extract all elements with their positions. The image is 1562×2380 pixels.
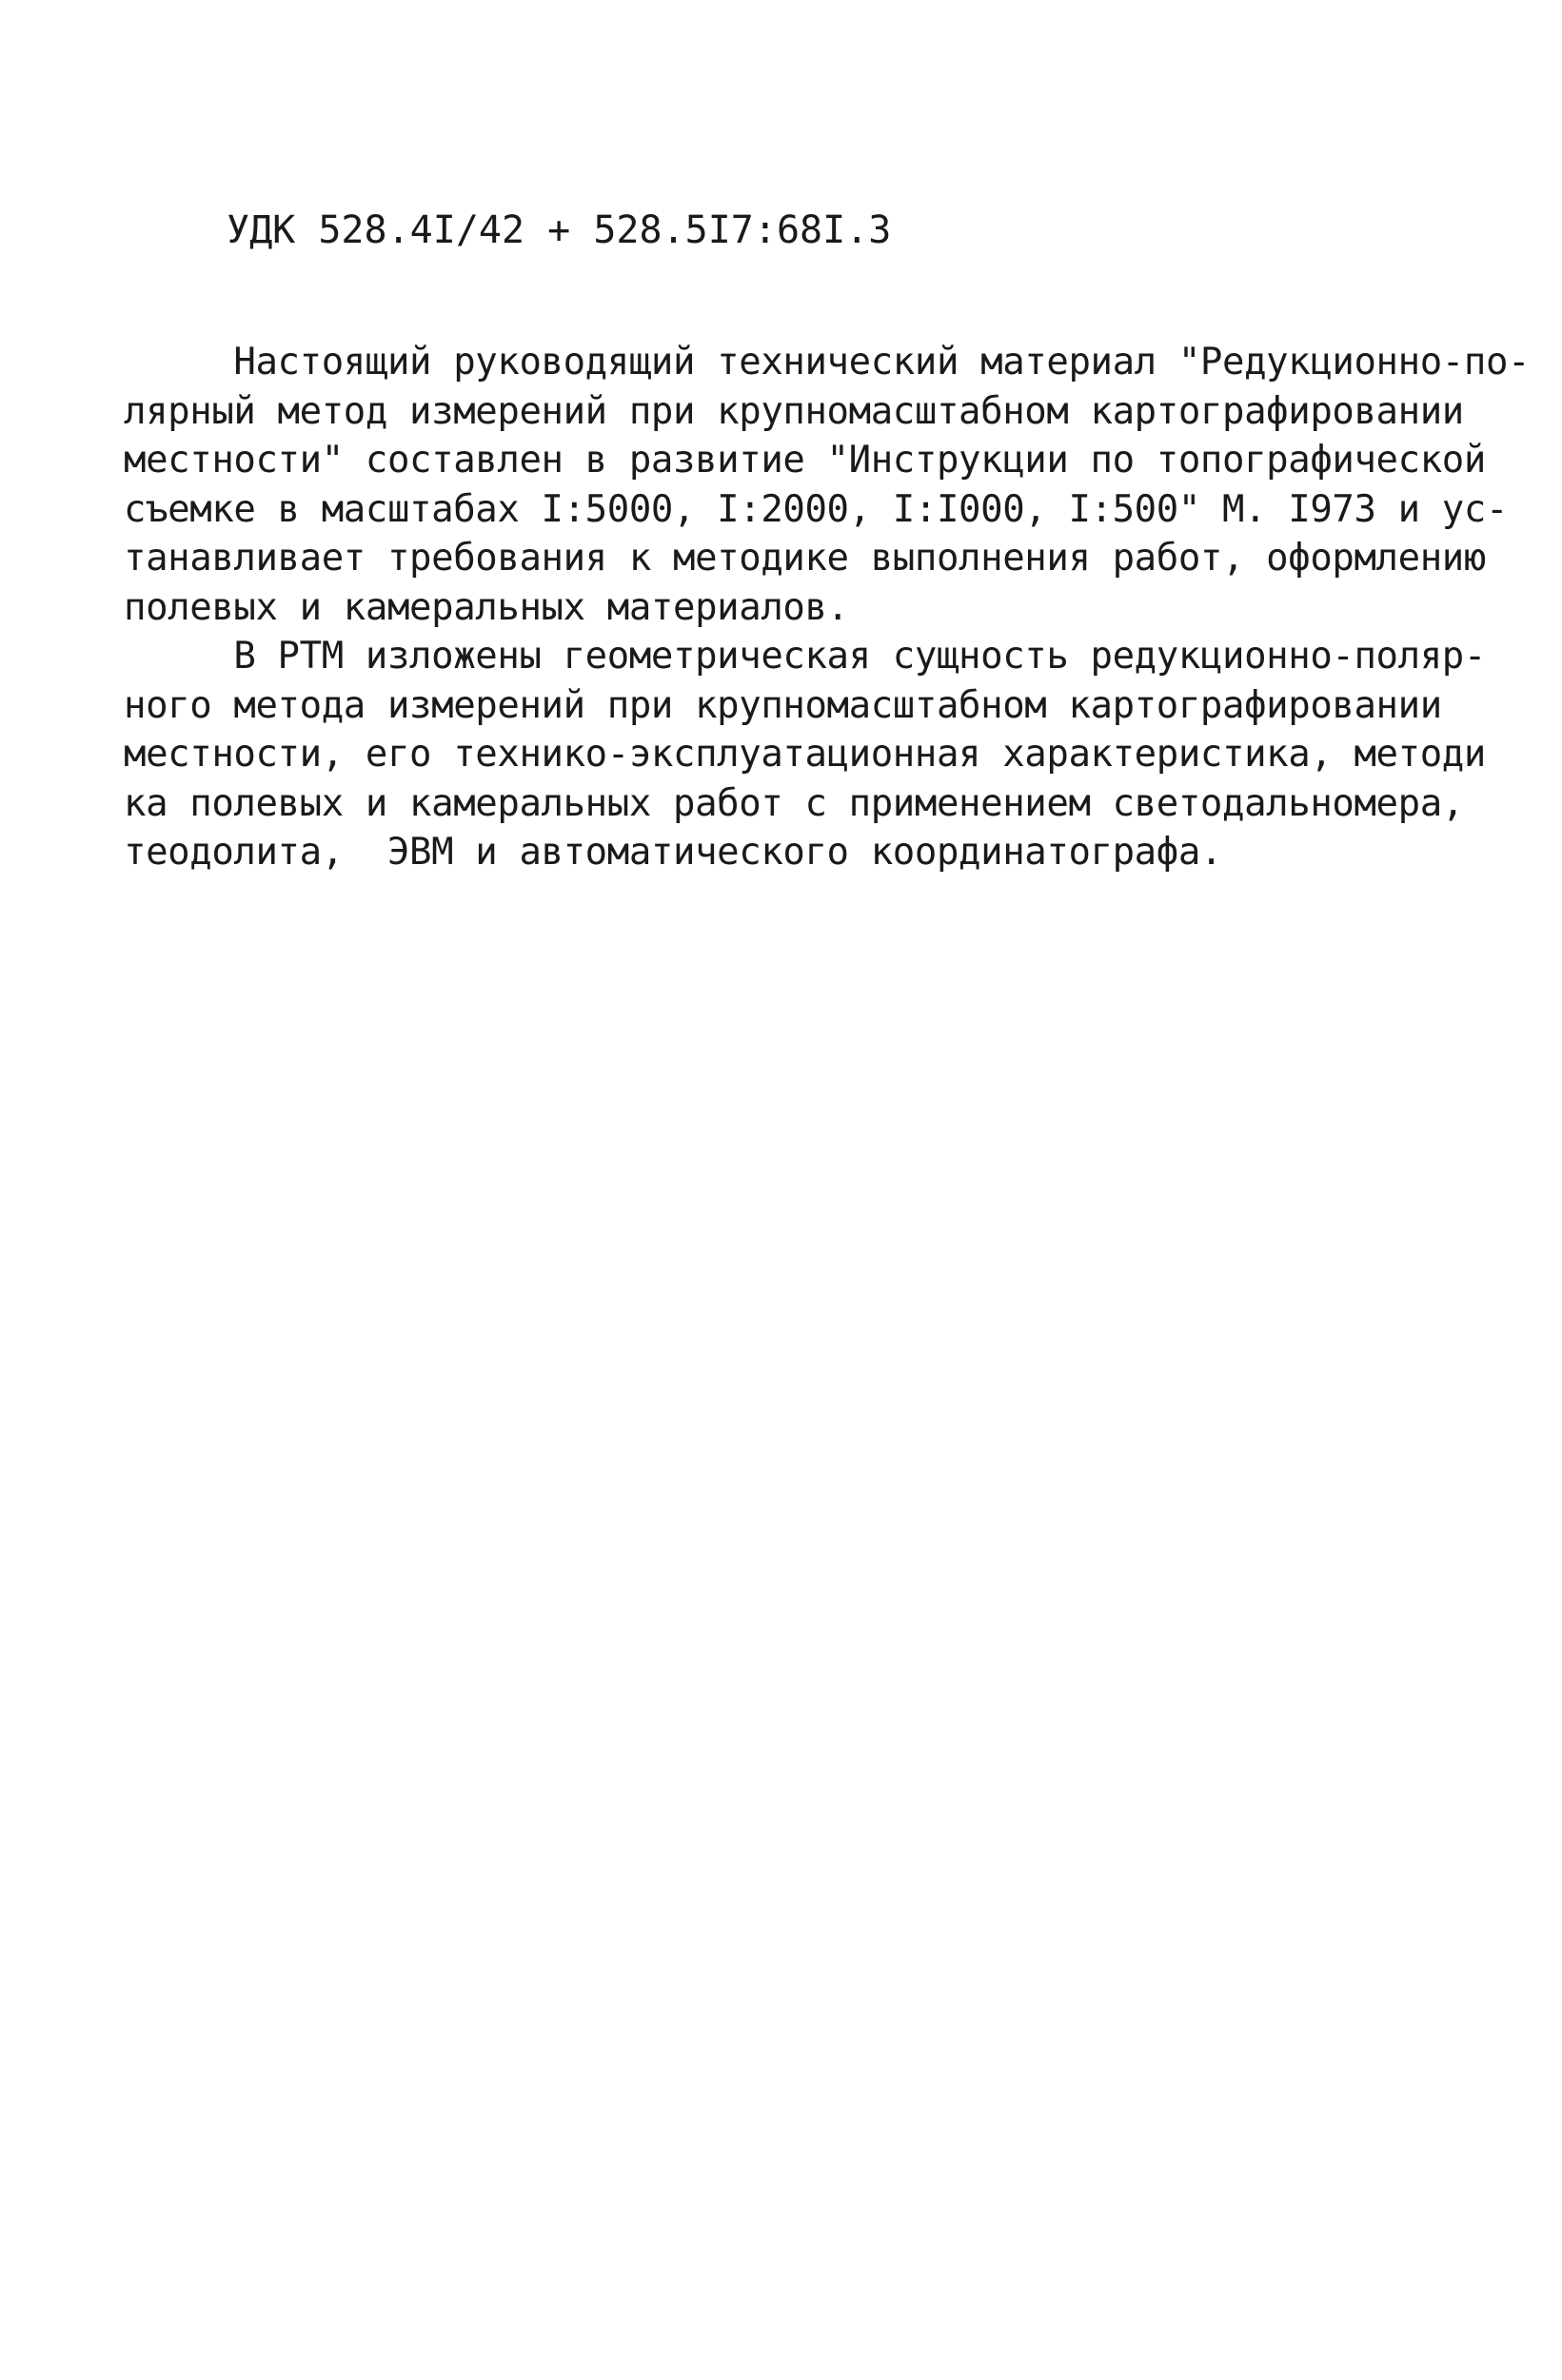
abstract-text [124,338,1531,877]
paragraph-1 [124,338,1531,632]
text-line: танавливает требования к методике выполнения работ, оформлению [124,537,1486,580]
text-line: ка полевых и камеральных работ с применением светодальномера, [124,781,1464,825]
text-line: Настоящий руководящий технический материал "Редукционно-по- [124,341,1531,384]
text-line: местности, его технико-эксплуатационная характеристика, методи [124,733,1486,776]
paragraph-2 [124,632,1486,877]
text-line: съемке в масштабах I:5000, I:2000, I:I000, I:500" М. I973 и ус- [124,487,1509,531]
text-line: полевых и камеральных материалов. [124,585,849,629]
text-line: теодолита, ЭВМ и автоматического координатографа. [124,831,1222,874]
text-line: В РТМ изложены геометрическая сущность редукционно-поляр- [124,635,1486,678]
text-line: ного метода измерений при крупномасштабном картографировании [124,683,1442,727]
udk-code: УДК 528.4I/42 + 528.5I7:68I.3 [227,208,892,252]
text-line: местности" составлен в развитие "Инструкции по топографической [124,439,1486,482]
text-line: лярный метод измерений при крупномасштабном картографировании [124,389,1464,433]
